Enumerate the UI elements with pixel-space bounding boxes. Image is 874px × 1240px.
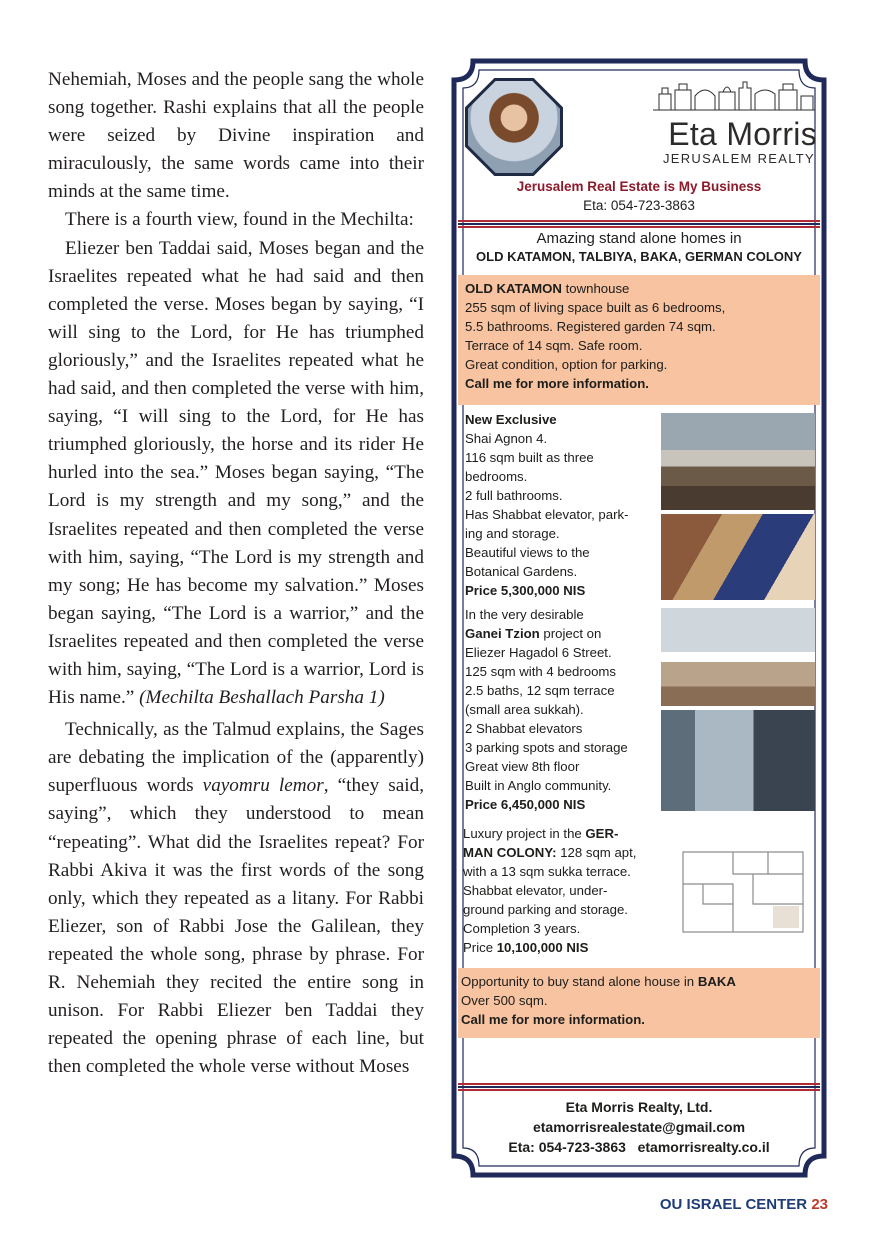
listing-price: Price 5,300,000 NIS — [465, 583, 586, 598]
listing-ganei-tzion-text — [465, 605, 665, 814]
listing-price: Price 6,450,000 NIS — [465, 797, 586, 812]
listing-line: 2 Shabbat elevators — [465, 721, 583, 736]
listing-old-katamon-text — [465, 279, 815, 393]
agent-photo — [465, 78, 563, 176]
real-estate-ad — [451, 58, 827, 1178]
listing-title: OLD KATAMON — [465, 281, 562, 296]
listing-title: BAKA — [697, 974, 736, 989]
listing-line: 2 full bathrooms. — [465, 488, 563, 503]
listing-photo-dining — [661, 608, 815, 706]
paragraph-1: Nehemiah, Moses and the people sang the whole song together. Rashi explains that all the people were seized by Divine inspiration and miraculously, the same words came into their minds at the same time. — [48, 69, 424, 203]
listing-line: Has Shabbat elevator, park- — [465, 507, 629, 522]
listing-line: 5.5 bathrooms. Registered garden 74 sqm. — [465, 319, 716, 334]
listing-line: 125 sqm with 4 bedrooms — [465, 664, 616, 679]
tagline: Jerusalem Real Estate is My Business — [516, 179, 762, 194]
paragraph-4-text-a: Technically, as the Talmud explains, the Sages are debating the implication of the (apparently) superfluous words — [48, 719, 424, 797]
divider-navy — [458, 1086, 820, 1088]
paragraph-4-text-b: , “they said, saying”, which they understood to mean “repeating”. What did the Israelites repeat? For Rabbi Akiva it was the first words of the song only, which they repeated as a litany. For Rabbi Eliezer, son of Rabbi Jose the Galilean, they repeated the whole song, phrase by phrase. For R. Nehemiah they recited the entire song in unison. For Rabbi Eliezer ben Taddai they repeated the opening phrase of each line, but then completed the whole verse without Moses — [48, 775, 424, 1078]
listing-line: Botanical Gardens. — [465, 564, 578, 579]
listing-line: Opportunity to buy stand alone house in — [461, 974, 698, 989]
listing-baka-text — [461, 972, 817, 1029]
call-to-action: Call me for more information. — [461, 1012, 645, 1027]
listing-line: Luxury project in the — [463, 826, 586, 841]
divider-red — [458, 226, 820, 228]
company-name: Eta Morris Realty, Ltd. — [565, 1099, 713, 1115]
citation: (Mechilta Beshallach Parsha 1) — [139, 687, 385, 709]
listing-subtitle: townhouse — [561, 281, 630, 296]
listing-line: Completion 3 years. — [463, 921, 581, 936]
section-heading: Amazing stand alone homes in — [536, 230, 742, 247]
brand-name: Eta Morris — [668, 116, 817, 152]
listing-line: 255 sqm of living space built as 6 bedrooms, — [465, 300, 726, 315]
contact-line — [451, 1139, 827, 1155]
footer-phone[interactable]: Eta: 054-723-3863 — [508, 1139, 626, 1155]
listing-line: Great view 8th floor — [465, 759, 580, 774]
listing-line: Shabbat elevator, under- — [463, 883, 608, 898]
divider-red — [458, 220, 820, 222]
listing-line: 116 sqm built as three — [465, 450, 594, 465]
page-number: 23 — [811, 1196, 828, 1213]
listing-line: ing and storage. — [465, 526, 560, 541]
listing-line: In the very desirable — [465, 607, 584, 622]
listing-title: GER- — [585, 826, 619, 841]
hebrew-term: vayomru lemor — [202, 775, 324, 797]
paragraph-3-text: Eliezer ben Taddai said, Moses began and the Israelites repeated what he had said and then completed the verse. Moses began by saying, “I will sing to the Lord, for He has triumphed gloriously,” and the Israelites repeated what he had said, and then completed the verse with him, saying, “I will sing to the Lord, for He has triumphed gloriously, the horse and its rider He hurled into the sea.” Moses began saying, “The Lord is my strength and my song,” and the Israelites repeated and then completed the verse with him, saying, “The Lord is my strength and my song; He has become my salvation.” Moses began saying, “The Lord is a warrior,” and the Israelites repeated and then completed the verse with him, saying, “The Lord is a warrior, Lord is His name.” — [48, 237, 424, 709]
listing-title: New Exclusive — [465, 412, 557, 427]
listing-line: 128 sqm apt, — [556, 845, 637, 860]
listing-photo-living-room — [661, 413, 815, 510]
top-phone: Eta: 054-723-3863 — [583, 198, 695, 213]
listing-line: ground parking and storage. — [463, 902, 628, 917]
listing-line: project on — [539, 626, 602, 641]
listing-line: Built in Anglo community. — [465, 778, 612, 793]
divider-red — [458, 1089, 820, 1091]
website-link[interactable]: etamorrisrealty.co.il — [637, 1139, 770, 1155]
listing-line: Eliezer Hagadol 6 Street. — [465, 645, 612, 660]
listing-photo-lounge — [661, 514, 815, 600]
listing-shai-agnon-text — [465, 410, 661, 600]
publication-name: OU ISRAEL CENTER — [659, 1196, 808, 1213]
listing-line: Terrace of 14 sqm. Safe room. — [465, 338, 643, 353]
listing-price-label: Price — [463, 940, 497, 955]
skyline-logo-icon — [651, 76, 817, 112]
listing-title: Ganei Tzion — [465, 626, 540, 641]
listing-line: Beautiful views to the — [465, 545, 590, 560]
call-to-action: Call me for more information. — [465, 376, 649, 391]
article-column — [48, 66, 424, 1081]
listing-title: MAN COLONY: — [463, 845, 557, 860]
listing-line: Over 500 sqm. — [461, 993, 548, 1008]
listing-line: Great condition, option for parking. — [465, 357, 668, 372]
page-footer — [660, 1196, 828, 1213]
listing-line: with a 13 sqm sukka terrace. — [463, 864, 631, 879]
divider-navy — [458, 223, 820, 225]
listing-line: bedrooms. — [465, 469, 528, 484]
paragraph-2: There is a fourth view, found in the Mechilta: — [65, 209, 414, 231]
listing-price: 10,100,000 NIS — [496, 940, 589, 955]
neighborhoods-heading: OLD KATAMON, TALBIYA, BAKA, GERMAN COLONY — [476, 249, 802, 264]
floor-plan-icon — [673, 844, 813, 940]
brand-subtitle: JERUSALEM REALTY — [662, 151, 815, 166]
paragraph-3 — [48, 235, 424, 713]
listing-line: 2.5 baths, 12 sqm terrace — [465, 683, 615, 698]
listing-photo-view — [661, 710, 815, 811]
listing-line: 3 parking spots and storage — [465, 740, 628, 755]
listing-german-colony-text — [463, 824, 663, 957]
divider-red — [458, 1083, 820, 1085]
listing-line: (small area sukkah). — [465, 702, 584, 717]
paragraph-4 — [48, 716, 424, 1081]
email-link[interactable]: etamorrisrealestate@gmail.com — [532, 1119, 746, 1135]
listing-line: Shai Agnon 4. — [465, 431, 548, 446]
